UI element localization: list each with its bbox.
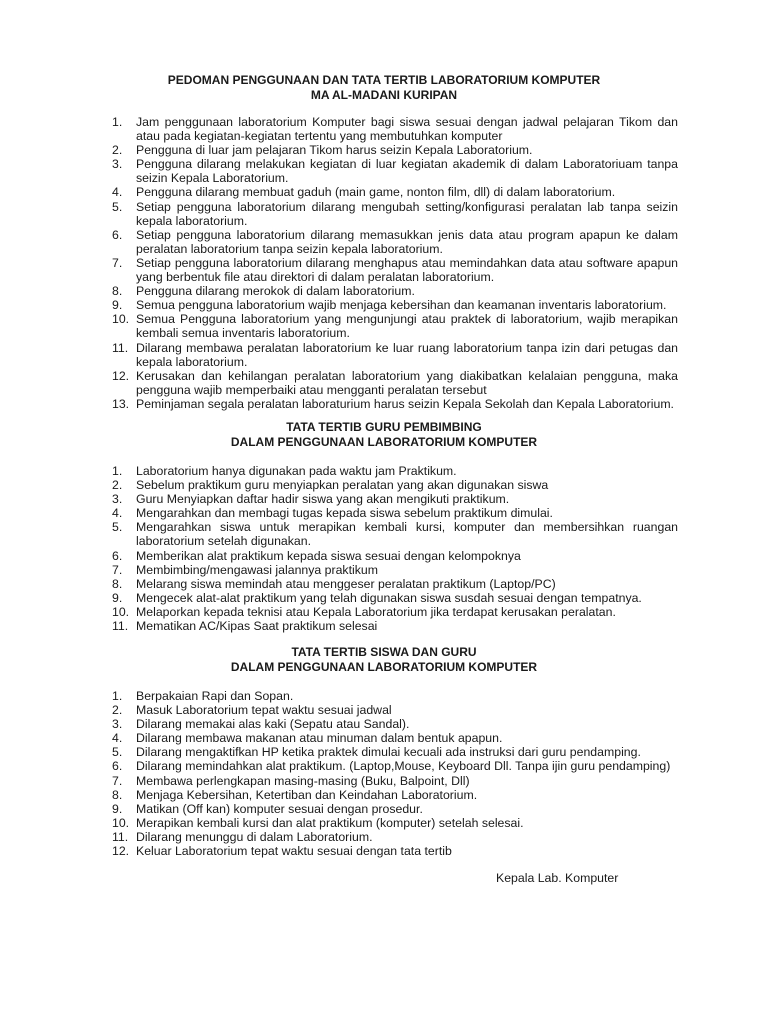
list-item bbox=[112, 256, 678, 284]
list-item-text: Melaporkan kepada teknisi atau Kepala Laboratorium jika terdapat kerusakan peralatan. bbox=[136, 604, 616, 619]
list-item-text: Laboratorium hanya digunakan pada waktu jam Praktikum. bbox=[136, 464, 457, 478]
list-item-text: Guru Menyiapkan daftar hadir siswa yang akan mengikuti praktikum. bbox=[136, 492, 510, 507]
list-item bbox=[112, 312, 678, 340]
list-item bbox=[112, 228, 678, 256]
list-item-number: 3. bbox=[112, 492, 123, 507]
list-item-number: 7. bbox=[112, 562, 123, 577]
list-item-text: Dilarang membawa peralatan laboratorium ke luar ruang laboratorium tanpa izin dari petugas dan kepala laboratorium. bbox=[136, 340, 678, 369]
list-item-number: 7. bbox=[112, 773, 123, 788]
list-item-number: 5. bbox=[112, 199, 123, 214]
list-item bbox=[112, 185, 678, 199]
list-item-number: 5. bbox=[112, 520, 123, 535]
list-item-text: Mengecek alat-alat praktikum yang telah digunakan siswa susdah sesuai dengan tempatnya. bbox=[136, 590, 642, 605]
list-item-text: Semua pengguna laboratorium wajib menjaga kebersihan dan keamanan inventaris laboratorium. bbox=[136, 298, 667, 313]
list-item-number: 12. bbox=[112, 368, 130, 383]
list-item bbox=[112, 605, 678, 619]
list-item-number: 9. bbox=[112, 801, 123, 816]
section3-subtitle: DALAM PENGGUNAAN LABORATORIUM KOMPUTER bbox=[230, 660, 538, 674]
list-item-number: 7. bbox=[112, 255, 123, 270]
list-item-text: Melarang siswa memindah atau menggeser peralatan praktikum (Laptop/PC) bbox=[136, 576, 556, 591]
list-item bbox=[112, 200, 678, 228]
list-item-number: 12. bbox=[112, 844, 130, 859]
list-item bbox=[112, 478, 678, 492]
list-item-text: Memberikan alat praktikum kepada siswa sesuai dengan kelompoknya bbox=[136, 548, 521, 563]
list-item bbox=[112, 115, 678, 143]
list-item-number: 2. bbox=[112, 143, 123, 158]
list-item bbox=[112, 759, 678, 773]
list-item bbox=[112, 520, 678, 548]
list-item-number: 2. bbox=[112, 478, 123, 493]
list-item-text: Jam penggunaan laboratorium Komputer bagi siswa sesuai dengan jadwal pelajaran Tikom dan atau pada kegiatan-kegiatan tertentu yang membutuhkan komputer bbox=[136, 115, 678, 144]
list-item bbox=[112, 563, 678, 577]
list-item-number: 11. bbox=[112, 619, 129, 634]
list-item-number: 3. bbox=[112, 717, 123, 732]
list-item bbox=[112, 802, 678, 816]
list-item-number: 1. bbox=[112, 464, 123, 478]
list-item-number: 1. bbox=[112, 115, 123, 129]
section3-heading bbox=[0, 645, 768, 675]
list-item-number: 9. bbox=[112, 590, 123, 605]
section2-heading bbox=[0, 420, 768, 450]
list-item-number: 6. bbox=[112, 548, 123, 563]
list-item-text: Membimbing/mengawasi jalannya praktikum bbox=[136, 562, 378, 577]
list-item bbox=[112, 689, 678, 703]
section2-subtitle: DALAM PENGGUNAAN LABORATORIUM KOMPUTER bbox=[230, 435, 538, 449]
section2-list bbox=[112, 464, 678, 633]
list-item-number: 5. bbox=[112, 745, 123, 760]
list-item-number: 8. bbox=[112, 284, 123, 299]
list-item bbox=[112, 844, 678, 858]
section1-subtitle: MA AL-MADANI KURIPAN bbox=[310, 88, 458, 102]
list-item-text: Dilarang memakai alas kaki (Sepatu atau Sandal). bbox=[136, 717, 410, 732]
list-item-number: 10. bbox=[112, 604, 130, 619]
list-item bbox=[112, 816, 678, 830]
list-item-number: 10. bbox=[112, 815, 130, 830]
list-item bbox=[112, 731, 678, 745]
section2-title: TATA TERTIB GURU PEMBIMBING bbox=[286, 420, 482, 434]
list-item-text: Merapikan kembali kursi dan alat praktikum (komputer) setelah selesai. bbox=[136, 815, 524, 830]
list-item-number: 4. bbox=[112, 185, 123, 200]
list-item-text: Dilarang menunggu di dalam Laboratorium. bbox=[136, 829, 373, 844]
list-item-number: 1. bbox=[112, 689, 123, 703]
list-item-text: Matikan (Off kan) komputer sesuai dengan prosedur. bbox=[136, 801, 423, 816]
list-item bbox=[112, 577, 678, 591]
list-item-number: 11. bbox=[112, 829, 129, 844]
list-item-text: Berpakaian Rapi dan Sopan. bbox=[136, 689, 294, 703]
list-item-number: 8. bbox=[112, 787, 123, 802]
list-item-number: 11. bbox=[112, 340, 129, 355]
section3-title: TATA TERTIB SISWA DAN GURU bbox=[291, 645, 477, 659]
list-item-number: 4. bbox=[112, 506, 123, 521]
list-item bbox=[112, 464, 678, 478]
list-item-number: 10. bbox=[112, 312, 130, 327]
list-item-text: Kerusakan dan kehilangan peralatan laboratorium yang diakibatkan kelalaian pengguna, maka pengguna wajib memperbaiki atau mengganti peralatan tersebut bbox=[136, 368, 678, 397]
list-item-text: Sebelum praktikum guru menyiapkan peralatan yang akan digunakan siswa bbox=[136, 478, 549, 493]
list-item-text: Semua Pengguna laboratorium yang mengunjungi atau praktek di laboratorium, wajib merapikan kembali semua inventaris laboratorium. bbox=[136, 312, 678, 341]
signature-label: Kepala Lab. Komputer bbox=[496, 871, 619, 885]
list-item bbox=[112, 788, 678, 802]
list-item bbox=[112, 369, 678, 397]
list-item-text: Keluar Laboratorium tepat waktu sesuai dengan tata tertib bbox=[136, 844, 452, 859]
list-item-number: 9. bbox=[112, 298, 123, 313]
section3-list bbox=[112, 689, 678, 858]
list-item-text: Mematikan AC/Kipas Saat praktikum selesai bbox=[136, 619, 378, 634]
list-item-text: Menjaga Kebersihan, Ketertiban dan Keindahan Laboratorium. bbox=[136, 787, 478, 802]
list-item-text: Pengguna dilarang melakukan kegiatan di luar kegiatan akademik di dalam Laboratoriuam tanpa seizin Kepala Laboratorium. bbox=[136, 157, 678, 186]
list-item-number: 4. bbox=[112, 731, 123, 746]
list-item bbox=[112, 717, 678, 731]
list-item bbox=[112, 549, 678, 563]
list-item-text: Mengarahkan dan membagi tugas kepada siswa sebelum praktikum dimulai. bbox=[136, 506, 553, 521]
list-item bbox=[112, 745, 678, 759]
list-item-text: Pengguna dilarang membuat gaduh (main game, nonton film, dll) di dalam laboratorium. bbox=[136, 185, 616, 200]
list-item bbox=[112, 703, 678, 717]
list-item-number: 3. bbox=[112, 157, 123, 172]
list-item-number: 8. bbox=[112, 576, 123, 591]
list-item bbox=[112, 284, 678, 298]
list-item-text: Setiap pengguna laboratorium dilarang memasukkan jenis data atau program apapun ke dalam peralatan laboratorium tanpa seizin kepala laboratorium. bbox=[136, 227, 678, 256]
list-item bbox=[112, 157, 678, 185]
list-item bbox=[112, 591, 678, 605]
list-item-text: Dilarang mengaktifkan HP ketika praktek dimulai kecuali ada instruksi dari guru pendamping. bbox=[136, 745, 641, 760]
list-item-text: Masuk Laboratorium tepat waktu sesuai jadwal bbox=[136, 703, 392, 718]
list-item-text: Membawa perlengkapan masing-masing (Buku, Balpoint, Dll) bbox=[136, 773, 470, 788]
list-item bbox=[112, 341, 678, 369]
list-item-text: Mengarahkan siswa untuk merapikan kembali kursi, komputer dan membersihkan ruangan laboratorium setelah digunakan. bbox=[136, 520, 678, 549]
list-item-text: Pengguna dilarang merokok di dalam laboratorium. bbox=[136, 284, 415, 299]
list-item bbox=[112, 506, 678, 520]
list-item bbox=[112, 830, 678, 844]
list-item-text: Peminjaman segala peralatan laboraturium harus seizin Kepala Sekolah dan Kepala Laboratorium. bbox=[136, 396, 674, 411]
section1-title: PEDOMAN PENGGUNAAN DAN TATA TERTIB LABORATORIUM KOMPUTER bbox=[167, 73, 601, 87]
list-item-number: 13. bbox=[112, 396, 130, 411]
list-item-text: Setiap pengguna laboratorium dilarang menghapus atau memindahkan data atau software apapun yang berbentuk file atau direktori di dalam peralatan laboratorium. bbox=[136, 255, 678, 285]
section1-list bbox=[112, 115, 678, 411]
list-item bbox=[112, 298, 678, 312]
list-item-text: Dilarang memindahkan alat praktikum. (Laptop,Mouse, Keyboard Dll. Tanpa ijin guru pendamping) bbox=[136, 759, 671, 774]
list-item-text: Dilarang membawa makanan atau minuman dalam bentuk apapun. bbox=[136, 731, 503, 746]
list-item-text: Setiap pengguna laboratorium dilarang mengubah setting/konfigurasi peralatan lab tanpa seizin kepala laboratorium. bbox=[136, 199, 678, 228]
list-item-number: 6. bbox=[112, 759, 123, 774]
list-item bbox=[112, 492, 678, 506]
list-item bbox=[112, 619, 678, 633]
list-item bbox=[112, 143, 678, 157]
list-item-number: 6. bbox=[112, 227, 123, 242]
list-item-text: Pengguna di luar jam pelajaran Tikom harus seizin Kepala Laboratorium. bbox=[136, 143, 533, 158]
list-item bbox=[112, 774, 678, 788]
section1-heading bbox=[0, 73, 768, 103]
list-item bbox=[112, 397, 678, 411]
list-item-number: 2. bbox=[112, 703, 123, 718]
